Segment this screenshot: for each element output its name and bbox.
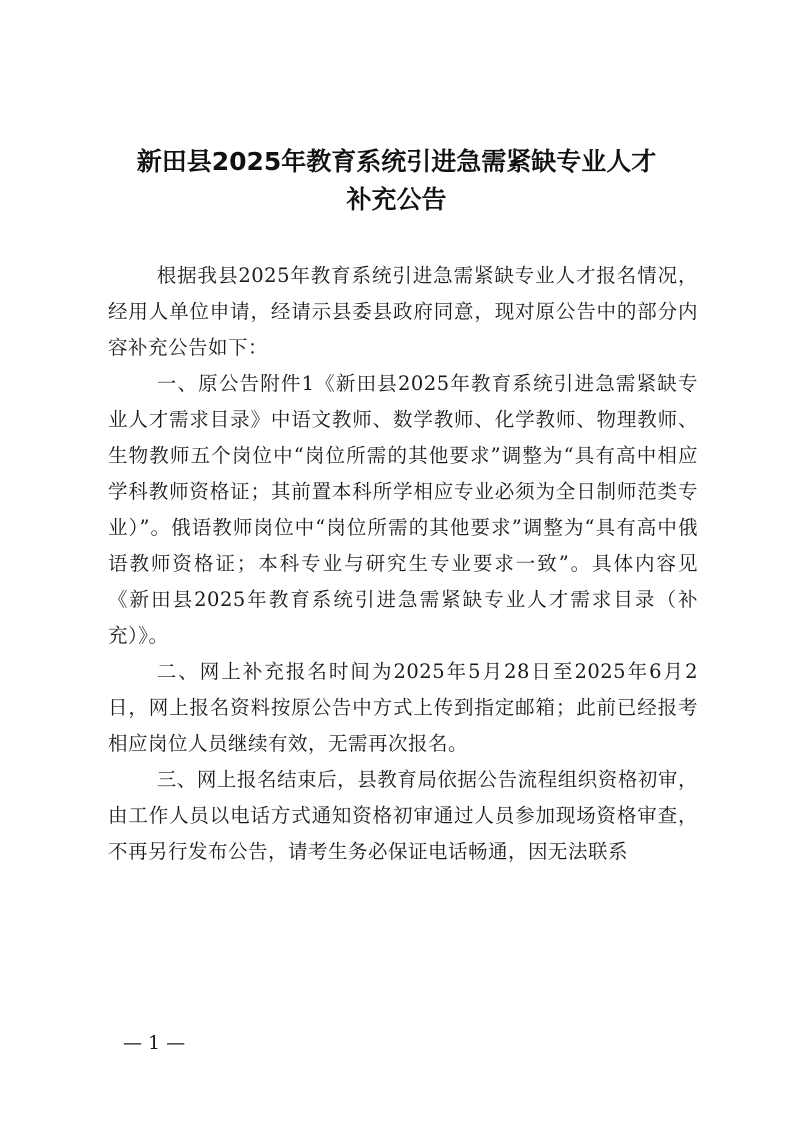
page-number: — 1 — bbox=[123, 1032, 186, 1054]
paragraph-item-2: 二、网上补充报名时间为2025年5月28日至2025年6月2日，网上报名资料按原公告中方式上传到指定邮箱；此前已经报考相应岗位人员继续有效，无需再次报名。 bbox=[108, 660, 698, 755]
paragraph-item-1: 一、原公告附件1《新田县2025年教育系统引进急需紧缺专业人才需求目录》中语文教师、数学教师、化学教师、物理教师、生物教师五个岗位中“岗位所需的其他要求”调整为“具有高中相应学科教师资格证；其前置本科所学相应专业必须为全日制师范类专业）”。俄语教师岗位中“岗位所需的其他要求”调整为“具有高中俄语教师资格证；本科专业与研究生专业要求一致”。具体内容见《新田县2025年教育系统引进急需紧缺专业人才需求目录（补充）》。 bbox=[108, 372, 698, 647]
document-title-line-2: 补充公告 bbox=[346, 185, 447, 214]
paragraph-intro: 根据我县2025年教育系统引进急需紧缺专业人才报名情况，经用人单位申请，经请示县委县政府同意，现对原公告中的部分内容补充公告如下： bbox=[108, 264, 698, 359]
document-body bbox=[108, 258, 698, 870]
document-title-line-1: 新田县2025年教育系统引进急需紧缺专业人才 bbox=[136, 147, 657, 176]
paragraph-item-3: 三、网上报名结束后，县教育局依据公告流程组织资格初审，由工作人员以电话方式通知资格初审通过人员参加现场资格审查，不再另行发布公告，请考生务必保证电话畅通，因无法联系 bbox=[108, 768, 698, 863]
